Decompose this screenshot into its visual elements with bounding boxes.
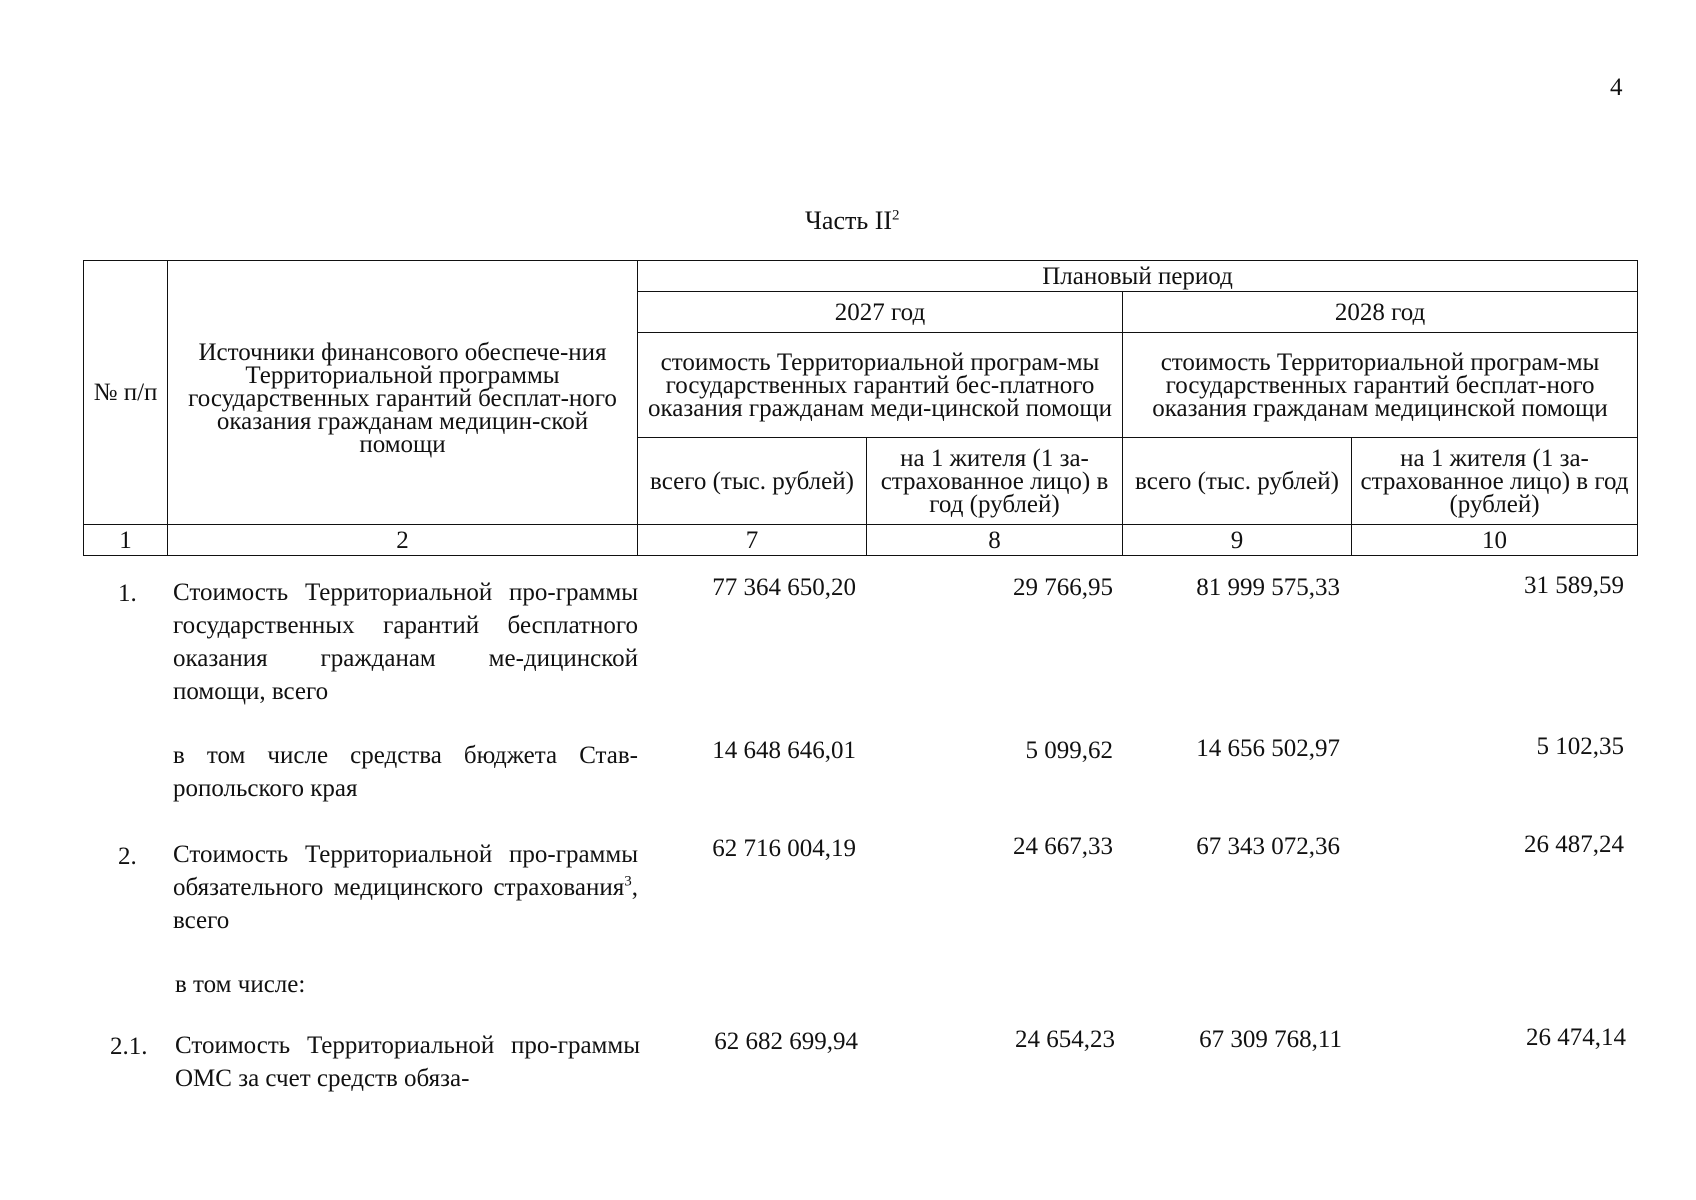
header-year-2027: 2027 год (638, 292, 1123, 333)
row-total-2027: 62 682 699,94 (714, 1028, 858, 1055)
part-title-footnote-mark: 2 (892, 207, 900, 224)
row-per-resident-2028: 31 589,59 (1524, 572, 1624, 599)
footnote-mark: 3 (624, 873, 632, 890)
header-per-resident-2027: на 1 жителя (1 за-страхованное лицо) в год (рублей) (867, 438, 1123, 525)
page-number: 4 (1610, 74, 1623, 101)
column-number: 10 (1352, 525, 1638, 556)
row-total-2027: 14 648 646,01 (712, 737, 856, 764)
column-number: 2 (168, 525, 638, 556)
column-number: 8 (867, 525, 1123, 556)
header-total-2028: всего (тыс. рублей) (1123, 438, 1352, 525)
row-per-resident-2027: 5 099,62 (1025, 737, 1113, 764)
row-description-tail: , всего (173, 874, 638, 934)
financing-table-header (83, 260, 1638, 556)
part-title (805, 206, 900, 236)
header-per-resident-2028: на 1 жителя (1 за-страхованное лицо) в год (рублей) (1352, 438, 1638, 525)
header-planned-period: Плановый период (638, 261, 1638, 292)
row-total-2027: 62 716 004,19 (712, 835, 856, 862)
row-per-resident-2028: 5 102,35 (1536, 733, 1624, 760)
header-cost-2027: стоимость Территориальной програм-мы государственных гарантий бес-платного оказания гражданам меди-цинской помощи (638, 333, 1123, 438)
row-description: в том числе средства бюджета Став-ропольского края (173, 742, 638, 802)
row-index: 2.1. (110, 1033, 148, 1060)
row-index: 1. (118, 580, 137, 607)
row-per-resident-2028: 26 474,14 (1526, 1024, 1626, 1051)
header-sources: Источники финансового обеспече-ния Территориальной программы государственных гарантий бесплат-ного оказания гражданам медицин-ской помощи (168, 261, 638, 525)
column-number: 7 (638, 525, 867, 556)
row-per-resident-2028: 26 487,24 (1524, 831, 1624, 858)
row-total-2028: 67 309 768,11 (1199, 1026, 1342, 1053)
row-description (173, 838, 638, 937)
column-number: 9 (1123, 525, 1352, 556)
row-description: Стоимость Территориальной про-граммы государственных гарантий бесплатного оказания гражданам ме-дицинской помощи, всего (173, 579, 638, 705)
row-description-text: Стоимость Территориальной про-граммы обязательного медицинского страхования (173, 841, 638, 901)
row-index: 2. (118, 843, 137, 870)
row-per-resident-2027: 24 654,23 (1015, 1026, 1115, 1053)
row-total-2027: 77 364 650,20 (712, 574, 856, 601)
row-subheading: в том числе: (175, 971, 306, 998)
row-total-2028: 14 656 502,97 (1196, 735, 1340, 762)
header-total-2027: всего (тыс. рублей) (638, 438, 867, 525)
row-total-2028: 81 999 575,33 (1196, 574, 1340, 601)
column-number: 1 (84, 525, 168, 556)
header-cost-2028: стоимость Территориальной програм-мы государственных гарантий бесплат-ного оказания гражданам медицинской помощи (1123, 333, 1638, 438)
row-per-resident-2027: 24 667,33 (1013, 833, 1113, 860)
row-per-resident-2027: 29 766,95 (1013, 574, 1113, 601)
part-title-text: Часть II (805, 206, 893, 235)
row-total-2028: 67 343 072,36 (1196, 833, 1340, 860)
row-description: Стоимость Территориальной про-граммы ОМС за счет средств обяза- (175, 1032, 640, 1092)
header-year-2028: 2028 год (1123, 292, 1638, 333)
header-no: № п/п (84, 261, 168, 525)
